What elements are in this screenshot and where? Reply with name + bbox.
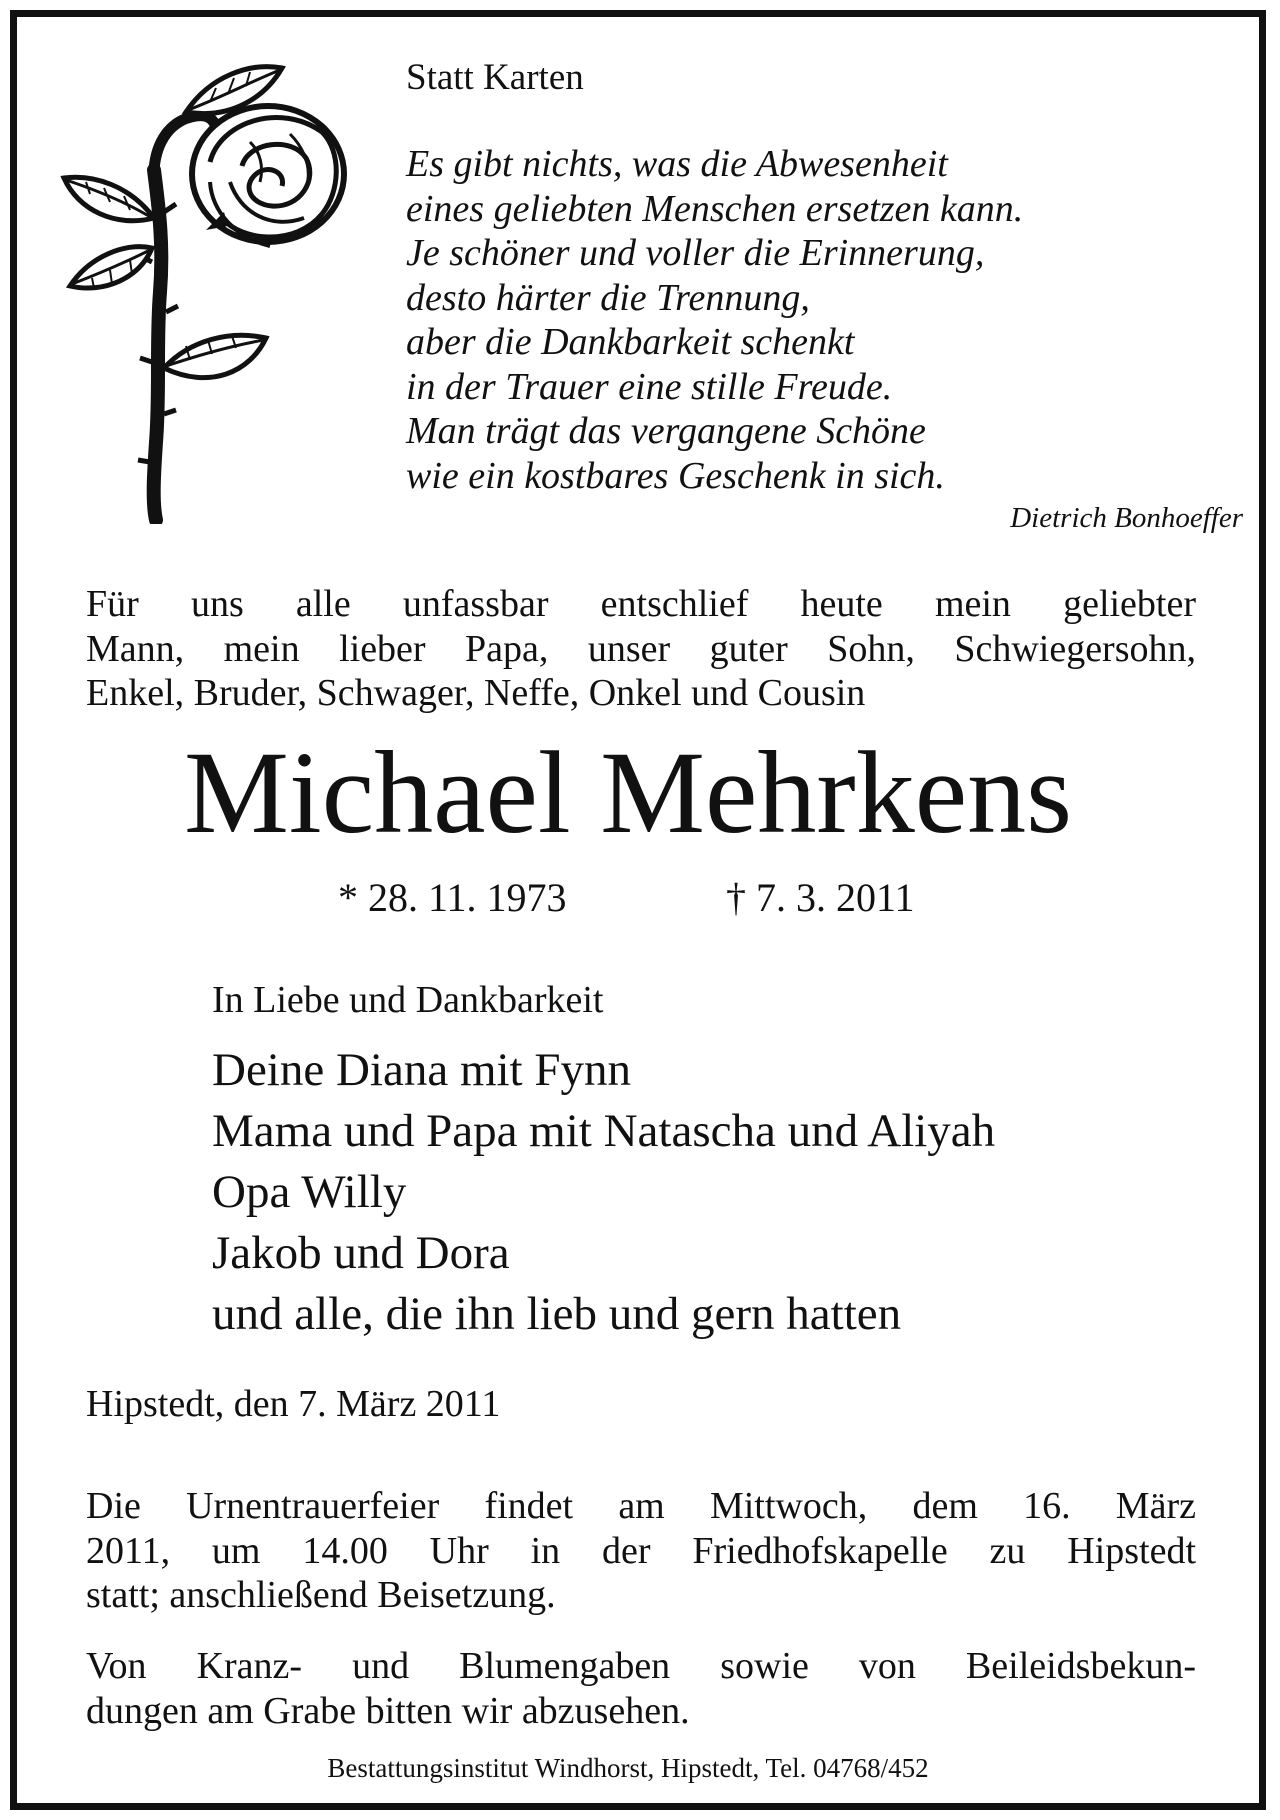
rose-icon: [60, 62, 360, 524]
poem-line: desto härter die Trennung,: [406, 276, 810, 319]
deceased-name: Michael Mehrkens: [184, 727, 1072, 858]
ceremony-line: Die Urnentrauerfeier findet am Mittwoch, dem 16. März: [86, 1485, 1196, 1527]
mourner-line: und alle, die ihn lieb und gern hatten: [212, 1288, 902, 1340]
ceremony-paragraph: [86, 1484, 1196, 1618]
poem-line: Es gibt nichts, was die Abwesenheit: [406, 143, 948, 185]
poem: [406, 142, 1206, 498]
poem-line: wie ein kostbares Geschenk in sich.: [406, 454, 945, 497]
poem-line: Man trägt das vergangene Schöne: [406, 410, 926, 452]
poem-line: eines geliebten Menschen ersetzen kann.: [406, 187, 1024, 230]
poem-line: Je schöner und voller die Erinnerung,: [406, 232, 985, 274]
intro-line: Enkel, Bruder, Schwager, Neffe, Onkel und Cousin: [86, 672, 866, 714]
poem-line: in der Trauer eine stille Freude.: [406, 365, 893, 408]
death-date: † 7. 3. 2011: [726, 875, 915, 920]
ceremony-line: 2011, um 14.00 Uhr in der Friedhofskapelle zu Hipstedt: [86, 1529, 1196, 1572]
undertaker-contact: Bestattungsinstitut Windhorst, Hipstedt, Tel. 04768/452: [327, 1753, 929, 1783]
place-date: Hipstedt, den 7. März 2011: [86, 1383, 501, 1425]
statt-karten-label: Statt Karten: [406, 57, 584, 98]
intro-line: Mann, mein lieber Papa, unser guter Sohn, Schwiegersohn,: [86, 627, 1196, 670]
mourner-line: Mama und Papa mit Natascha und Aliyah: [212, 1105, 996, 1157]
poem-line: aber die Dankbarkeit schenkt: [406, 321, 855, 363]
birth-date: * 28. 11. 1973: [338, 875, 567, 920]
intro-line: Für uns alle unfassbar entschlief heute mein geliebter: [86, 583, 1196, 625]
poem-author: Dietrich Bonhoeffer: [1010, 502, 1243, 534]
flowers-paragraph: [86, 1644, 1196, 1733]
mourner-line: Jakob und Dora: [212, 1227, 510, 1279]
intro-paragraph: [86, 582, 1196, 716]
mourners-list: [212, 1040, 995, 1345]
flowers-line: dungen am Grabe bitten wir abzusehen.: [86, 1689, 690, 1732]
mourner-line: Opa Willy: [212, 1166, 407, 1218]
ceremony-line: statt; anschließend Beisetzung.: [86, 1574, 556, 1616]
flowers-line: Von Kranz- und Blumengaben sowie von Beileidsbekun-: [86, 1645, 1196, 1687]
mourners-heading: In Liebe und Dankbarkeit: [212, 979, 604, 1021]
mourner-line: Deine Diana mit Fynn: [212, 1044, 632, 1096]
